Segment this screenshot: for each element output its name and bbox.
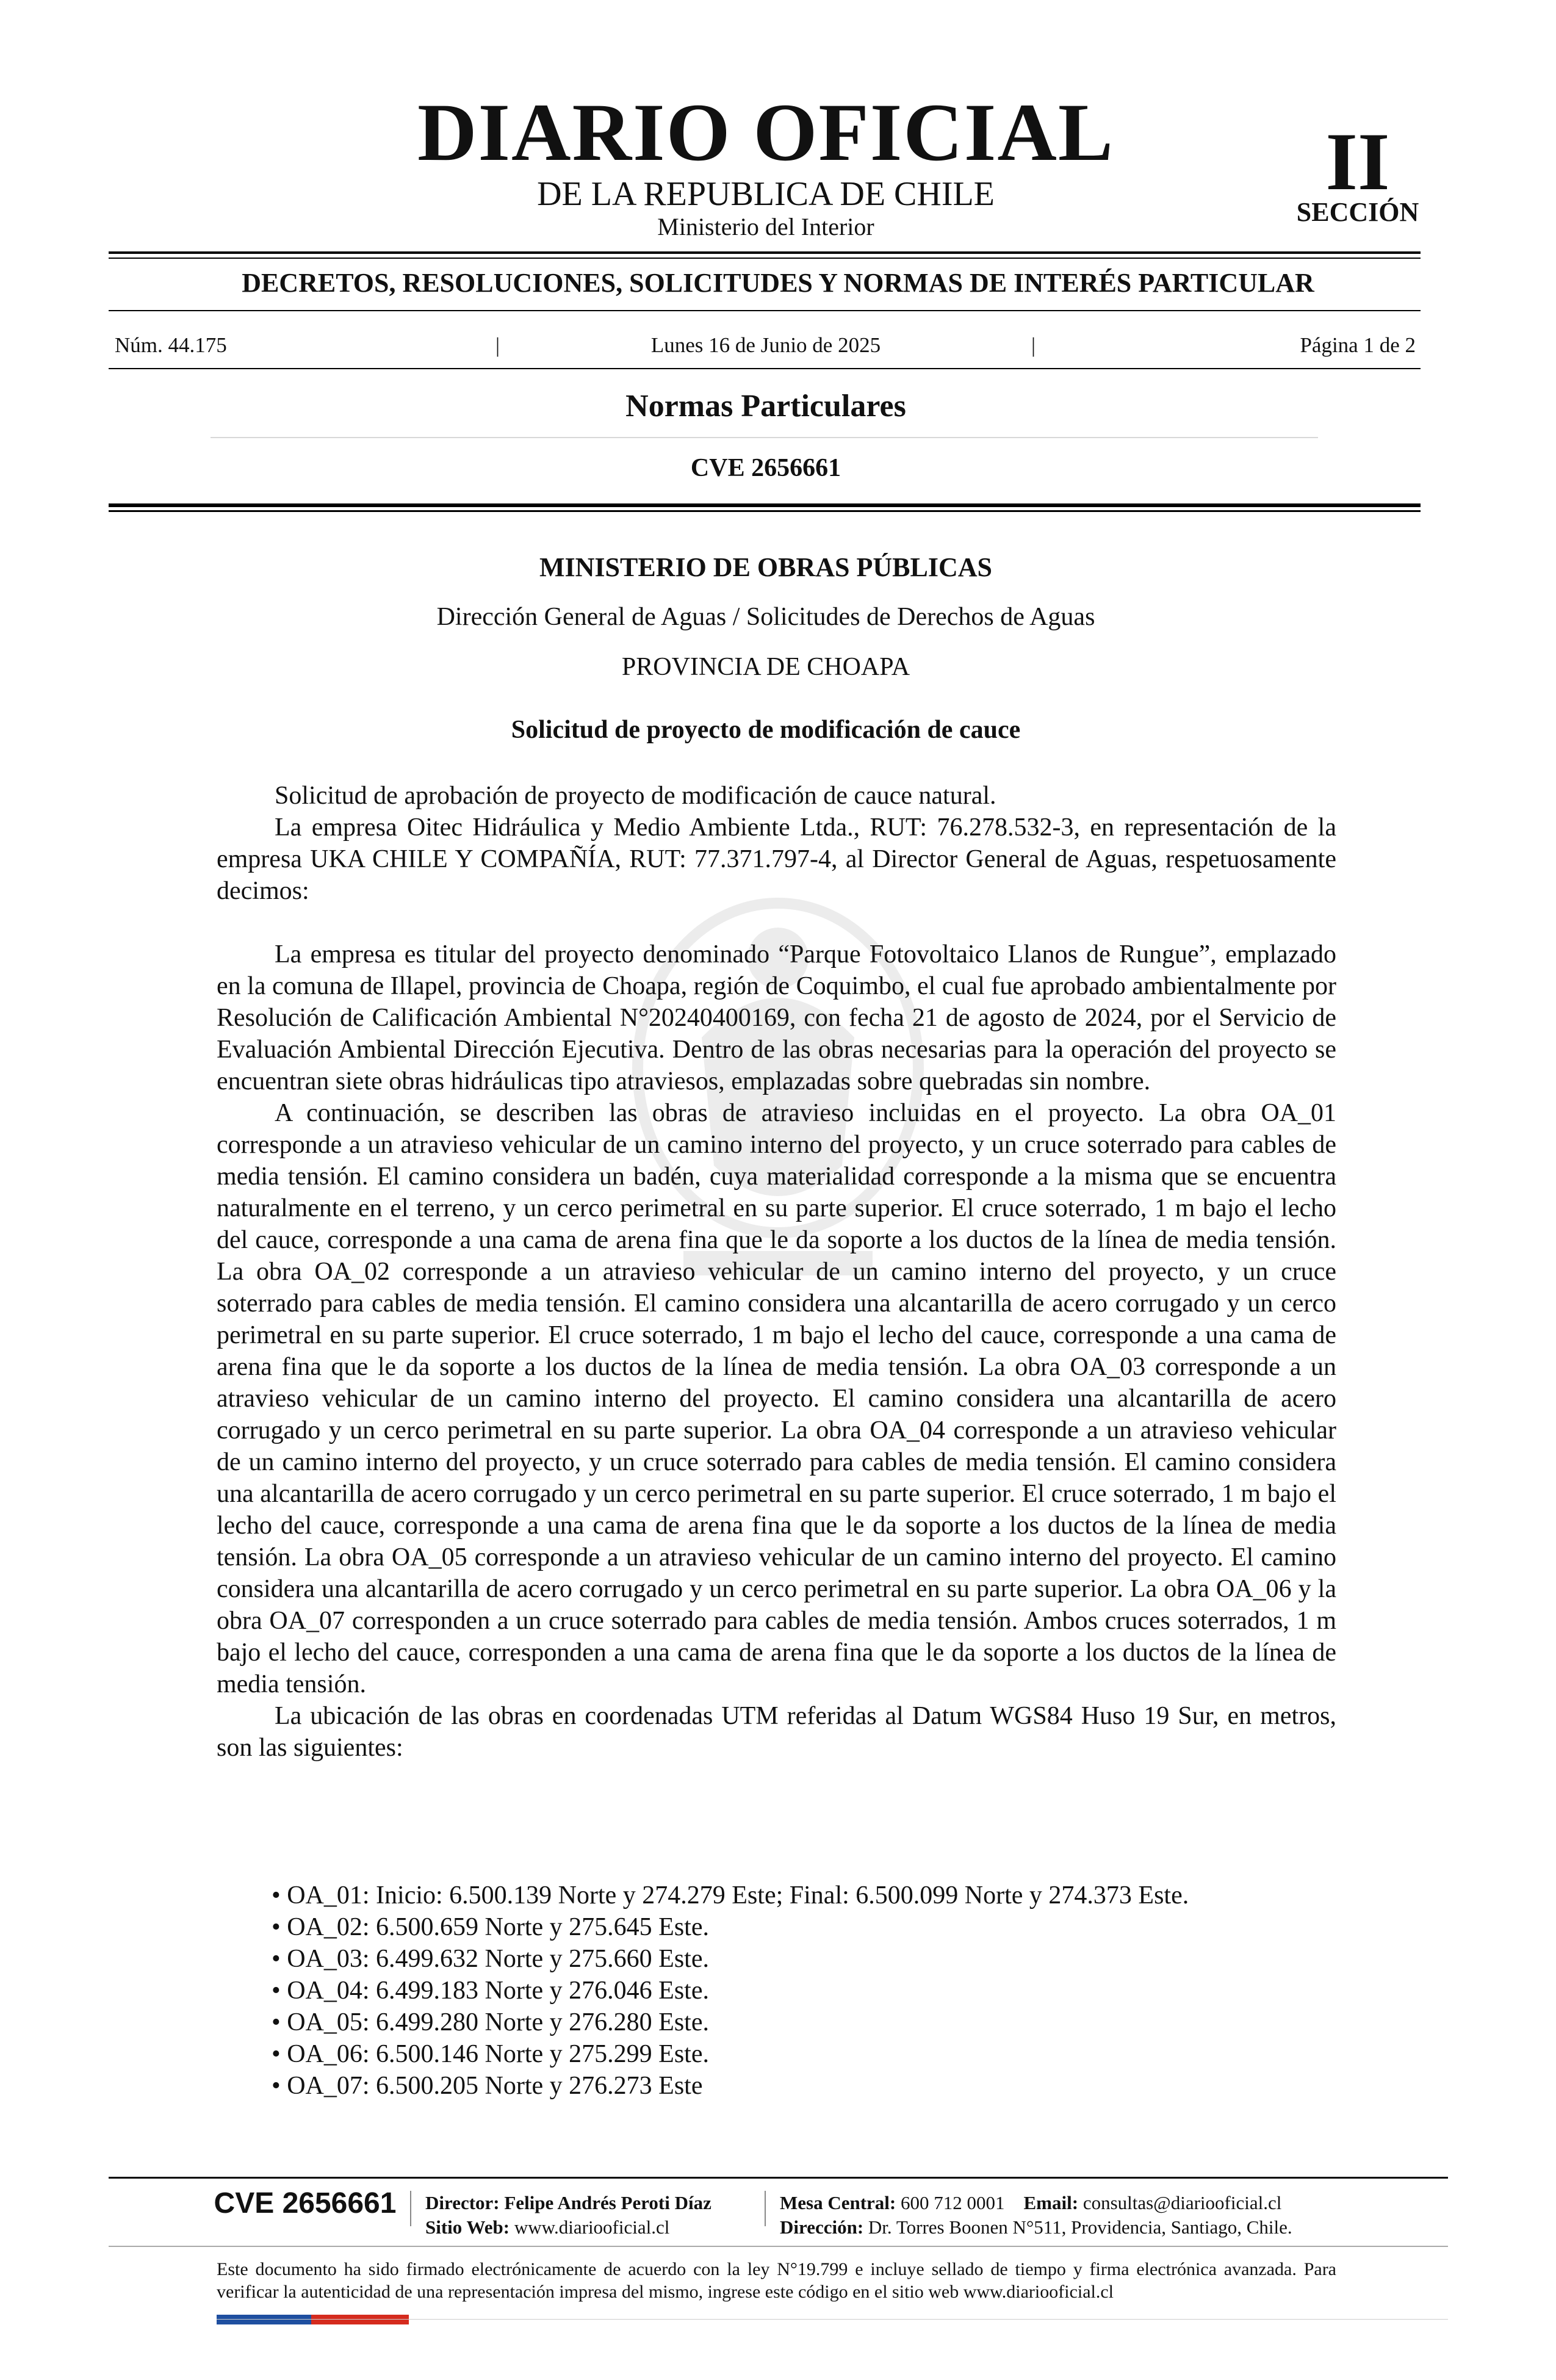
paragraph: La empresa es titular del proyecto denominado “Parque Fotovoltaico Llanos de Rungue”, emplazado en la comuna de Illapel, provincia de Choapa, región de Coquimbo, el cual fue aprobado ambientalmente por Resolución de Calificación Ambiental N°20240400169, con fecha 21 de agosto de 2024, por el Servicio de Evaluación Ambiental Dirección Ejecutiva. Dentro de las obras necesarias para la operación del proyecto se encuentran siete obras hidráulicas tipo atraviesos, emplazadas sobre quebradas sin nombre. (217, 940, 1336, 1095)
web-label: Sitio Web: (425, 2216, 510, 2238)
separator: | (1031, 333, 1036, 357)
title-underline (211, 437, 1318, 438)
list-item: • OA_01: Inicio: 6.500.139 Norte y 274.279 Este; Final: 6.500.099 Norte y 274.373 Este. (272, 1881, 1189, 1909)
cve-code: CVE 2656661 (690, 454, 841, 482)
paragraph: Solicitud de aprobación de proyecto de modificación de cauce natural. (275, 782, 996, 810)
footer-rule-2 (109, 2246, 1448, 2247)
direccion-line: Dirección General de Aguas / Solicitudes de Derechos de Aguas (436, 603, 1095, 631)
newspaper-title: DIARIO OFICIAL (417, 87, 1114, 178)
provincia-line: PROVINCIA DE CHOAPA (621, 653, 910, 681)
row-rule (109, 368, 1421, 369)
mesa-phone: 600 712 0001 (901, 2192, 1005, 2213)
section-number: II (1325, 117, 1390, 207)
list-item: • OA_04: 6.499.183 Norte y 276.046 Este. (272, 1977, 709, 2005)
director-label: Director: (425, 2192, 500, 2213)
separator: | (495, 333, 500, 357)
list-item: • OA_06: 6.500.146 Norte y 275.299 Este. (272, 2040, 709, 2068)
ministry-heading: MINISTERIO DE OBRAS PÚBLICAS (539, 552, 993, 582)
flag-stripe-blue (217, 2315, 311, 2324)
mesa-label: Mesa Central: (780, 2192, 896, 2213)
web-link[interactable]: www.diariooficial.cl (514, 2216, 670, 2238)
paragraph: A continuación, se describen las obras de atravieso incluidas en el proyecto. La obra OA_01 corresponde a un atravieso vehicular de un camino interno del proyecto, y un cruce soterrado para cables de media tensión. El camino considera un badén, cuya materialidad corresponde a la misma que se encuentra naturalmente en el terreno, y un cerco perimetral en su parte superior. El cruce soterrado, 1 m bajo el lecho del cauce, corresponde a una cama de arena fina que le da soporte a los ductos de la línea de media tensión. La obra OA_02 corresponde a un atravieso vehicular de un camino interno del proyecto, y un cruce soterrado para cables de media tensión. El camino considera una alcantarilla de acero corrugado y un cerco perimetral en su parte superior. El cruce soterrado, 1 m bajo el lecho del cauce, corresponde a una cama de arena fina que le da soporte a los ductos de la línea de media tensión. La obra OA_03 corresponde a un atravieso vehicular de un camino interno del proyecto. El camino considera una alcantarilla de acero corrugado y un cerco perimetral en su parte superior. La obra OA_04 corresponde a un atravieso vehicular de un camino interno del proyecto, y un cruce soterrado para cables de media tensión. El camino considera una alcantarilla de acero corrugado y un cerco perimetral en su parte superior. El cruce soterrado, 1 m bajo el lecho del cauce, corresponde a una cama de arena fina que le da soporte a los ductos de la línea de media tensión. La obra OA_05 corresponde a un atravieso vehicular de un camino interno del proyecto. El camino considera una alcantarilla de acero corrugado y un cerco perimetral en su parte superior. La obra OA_06 y la obra OA_07 corresponden a un cruce soterrado para cables de media tensión. Ambos cruces soterrados, 1 m bajo el lecho del cauce, corresponden a una cama de arena fina que le da soporte a los ductos de la línea de media tensión. (217, 1099, 1336, 1698)
footer-cve: CVE 2656661 (214, 2187, 397, 2220)
document-title: Solicitud de proyecto de modificación de cauce (511, 716, 1021, 744)
email-link[interactable]: consultas@diariooficial.cl (1082, 2192, 1282, 2213)
footer-contact (780, 2191, 1292, 2240)
newspaper-subtitle: DE LA REPUBLICA DE CHILE (537, 175, 995, 213)
issue-date: Lunes 16 de Junio de 2025 (650, 333, 881, 357)
footer-divider (765, 2191, 766, 2226)
header-rule-2 (109, 258, 1421, 259)
section-band: DECRETOS, RESOLUCIONES, SOLICITUDES Y NORMAS DE INTERÉS PARTICULAR (242, 268, 1314, 298)
signature-note: Este documento ha sido firmado electrónicamente de acuerdo con la ley N°19.799 e incluye sellado de tiempo y firma electrónica avanzada. Para verificar la autenticidad de una representación impresa del mismo, ingrese este código en el sitio web www.diariooficial.cl (217, 2259, 1336, 2302)
list-item: • OA_07: 6.500.205 Norte y 276.273 Este (272, 2072, 703, 2100)
section-title: Normas Particulares (625, 389, 906, 424)
list-item: • OA_02: 6.500.659 Norte y 275.645 Este. (272, 1913, 709, 1941)
flag-stripe-red (311, 2315, 409, 2324)
page-number: Página 1 de 2 (1300, 333, 1416, 357)
list-item: • OA_05: 6.499.280 Norte y 276.280 Este. (272, 2008, 709, 2036)
flag-baseline (217, 2319, 1448, 2320)
header-rule-1 (109, 251, 1421, 254)
footer-divider (410, 2191, 411, 2226)
section-label: SECCIÓN (1296, 197, 1419, 227)
section-rule-1 (109, 503, 1421, 507)
footer-director (425, 2191, 711, 2240)
address: Dr. Torres Boonen N°511, Providencia, Santiago, Chile. (868, 2216, 1292, 2238)
issue-number: Núm. 44.175 (115, 333, 227, 357)
director-name: Felipe Andrés Peroti Díaz (504, 2192, 711, 2213)
list-item: • OA_03: 6.499.632 Norte y 275.660 Este. (272, 1945, 709, 1973)
header-rule-3 (109, 310, 1421, 311)
paragraph: La ubicación de las obras en coordenadas UTM referidas al Datum WGS84 Huso 19 Sur, en metros, son las siguientes: (217, 1702, 1336, 1762)
coordinates-list (272, 1880, 1370, 2102)
address-label: Dirección: (780, 2216, 864, 2238)
footer-rule (109, 2177, 1448, 2179)
paragraph: La empresa Oitec Hidráulica y Medio Ambiente Ltda., RUT: 76.278.532-3, en representación de la empresa UKA CHILE Y COMPAÑÍA, RUT: 77.371.797-4, al Director General de Aguas, respetuosamente decimos: (217, 813, 1336, 905)
body-text (217, 780, 1336, 1764)
section-rule-2 (109, 510, 1421, 512)
email-label: Email: (1023, 2192, 1079, 2213)
ministry-line: Ministerio del Interior (657, 213, 874, 240)
